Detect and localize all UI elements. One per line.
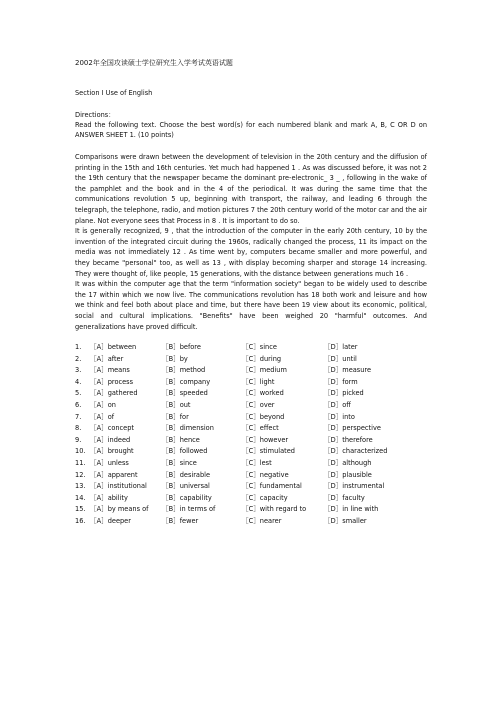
passage-paragraph: Comparisons were drawn between the development of television in the 20th century and the diffusion of printing in the 15th and 16th centuries. Yet much had happened 1 . As was discussed before, it was not 2 the 19th century that the newspaper became the dominant pre-electronic_ 3 _ , following in the wake of the pamphlet and the book and in the 4 of the periodical. It was during the same time that the communications revolution 5 up, beginning with transport, the railway, and leading 6 through the telegraph, the telephone, radio, and motion pictures 7 the 20th century world of the motor car and the air plane. Not everyone sees that Process in 8 . It is important to do so. [75,153,427,225]
option-c: ［C］lest [242,459,272,468]
option-c: ［C］medium [242,366,287,375]
option-a: ［A］unless [90,459,129,468]
option-row [75,354,427,366]
section-heading: Section I Use of English [75,89,153,97]
passage-paragraph: It is generally recognized, 9 , that the introduction of the computer in the early 20th century, 10 by the invention of the integrated circuit during the 1960s, radically changed the process, 11 its impact on the media was not immediately 12 . As time went by, computers became smaller and more powerful, and they became "personal" too, as well as 13 , with display becoming sharper and storage 14 increasing. They were thought of, like people, 15 generations, with the distance between generations much 16 . [75,227,427,278]
option-c: ［C］fundamental [242,482,302,491]
question-number: 8. [75,424,82,433]
option-b: ［B］since [162,459,197,468]
option-d: ［D］characterized [324,447,388,456]
option-a: ［A］concept [90,424,134,433]
option-d: ［D］instrumental [324,482,385,491]
question-number: 14. [75,493,86,502]
option-row [75,400,427,412]
option-row [75,481,427,493]
question-number: 9. [75,435,82,444]
option-d: ［D］until [324,354,357,363]
option-c: ［C］beyond [242,412,285,421]
option-d: ［D］form [324,377,358,386]
question-number: 5. [75,389,82,398]
option-a: ［A］institutional [90,482,147,491]
option-b: ［B］followed [162,447,208,456]
option-b: ［B］capability [162,493,212,502]
option-c: ［C］capacity [242,493,288,502]
option-d: ［D］therefore [324,435,373,444]
option-row [75,458,427,470]
option-c: ［C］effect [242,424,279,433]
option-c: ［C］over [242,401,275,410]
option-row [75,377,427,389]
question-number: 10. [75,447,86,456]
option-b: ［B］by [162,354,188,363]
option-row [75,435,427,447]
exam-title: 2002年全国攻读硕士学位研究生入学考试英语试题 [75,59,233,67]
question-number: 7. [75,412,82,421]
option-d: ［D］later [324,343,358,352]
option-c: ［C］negative [242,470,289,479]
option-d: ［D］smaller [324,517,367,525]
passage [75,152,427,332]
option-a: ［A］indeed [90,435,131,444]
option-a: ［A］between [90,343,137,352]
option-a: ［A］deeper [90,517,131,525]
option-c: ［C］worked [242,389,284,398]
option-a: ［A］gathered [90,389,138,398]
option-a: ［A］by means of [90,505,149,514]
option-b: ［B］for [162,412,189,421]
exam-page [75,58,427,528]
option-a: ［A］of [90,412,115,421]
directions-body: Read the following text. Choose the best word(s) for each numbered blank and mark A, B, C OR D on ANSWER SHEET 1. (10 points) [75,121,427,139]
option-b: ［B］in terms of [162,505,216,514]
option-d: ［D］into [324,412,355,421]
option-c: ［C］however [242,435,289,444]
question-number: 15. [75,505,86,514]
option-d: ［D］measure [324,366,372,375]
option-b: ［B］speeded [162,389,208,398]
option-a: ［A］after [90,354,124,363]
option-c: ［C］nearer [242,517,282,525]
option-row [75,446,427,458]
answer-options [75,342,427,528]
option-a: ［A］apparent [90,470,138,479]
option-b: ［B］before [162,343,201,352]
question-number: 13. [75,482,86,491]
option-row [75,412,427,424]
option-c: ［C］since [242,343,277,352]
option-c: ［C］light [242,377,275,386]
option-a: ［A］brought [90,447,134,456]
option-d: ［D］in line with [324,505,379,514]
question-number: 12. [75,470,86,479]
option-b: ［B］method [162,366,206,375]
option-c: ［C］during [242,354,282,363]
option-row [75,516,427,528]
option-b: ［B］desirable [162,470,211,479]
option-b: ［B］company [162,377,211,386]
option-b: ［B］dimension [162,424,214,433]
option-c: ［C］stimulated [242,447,295,456]
option-row [75,365,427,377]
option-b: ［B］fewer [162,517,199,525]
option-row [75,342,427,354]
directions-heading: Directions： [75,111,115,119]
option-d: ［D］off [324,401,351,410]
option-row [75,470,427,482]
question-number: 11. [75,459,86,468]
option-c: ［C］with regard to [242,505,307,514]
option-b: ［B］universal [162,482,210,491]
option-b: ［B］out [162,401,191,410]
question-number: 16. [75,517,86,525]
option-a: ［A］on [90,401,116,410]
question-number: 6. [75,401,82,410]
option-d: ［D］picked [324,389,364,398]
option-d: ［D］although [324,459,372,468]
question-number: 3. [75,366,82,375]
option-d: ［D］perspective [324,424,381,433]
option-d: ［D］faculty [324,493,365,502]
question-number: 2. [75,354,82,363]
option-row [75,504,427,516]
option-a: ［A］process [90,377,134,386]
question-number: 4. [75,377,82,386]
option-row [75,423,427,435]
option-b: ［B］hence [162,435,200,444]
option-a: ［A］ability [90,493,128,502]
option-a: ［A］means [90,366,130,375]
option-d: ［D］plausible [324,470,372,479]
passage-paragraph: It was within the computer age that the term "information society" began to be widely used to describe the 17 within which we now live. The communications revolution has 18 both work and leisure and how we think and feel both about place and time, but there have been 19 view about its economic, political, social and cultural implications. "Benefits" have been weighed 20 "harmful" outcomes. And generalizations have proved difficult. [75,280,427,331]
question-number: 1. [75,343,82,352]
option-row [75,493,427,505]
option-row [75,388,427,400]
